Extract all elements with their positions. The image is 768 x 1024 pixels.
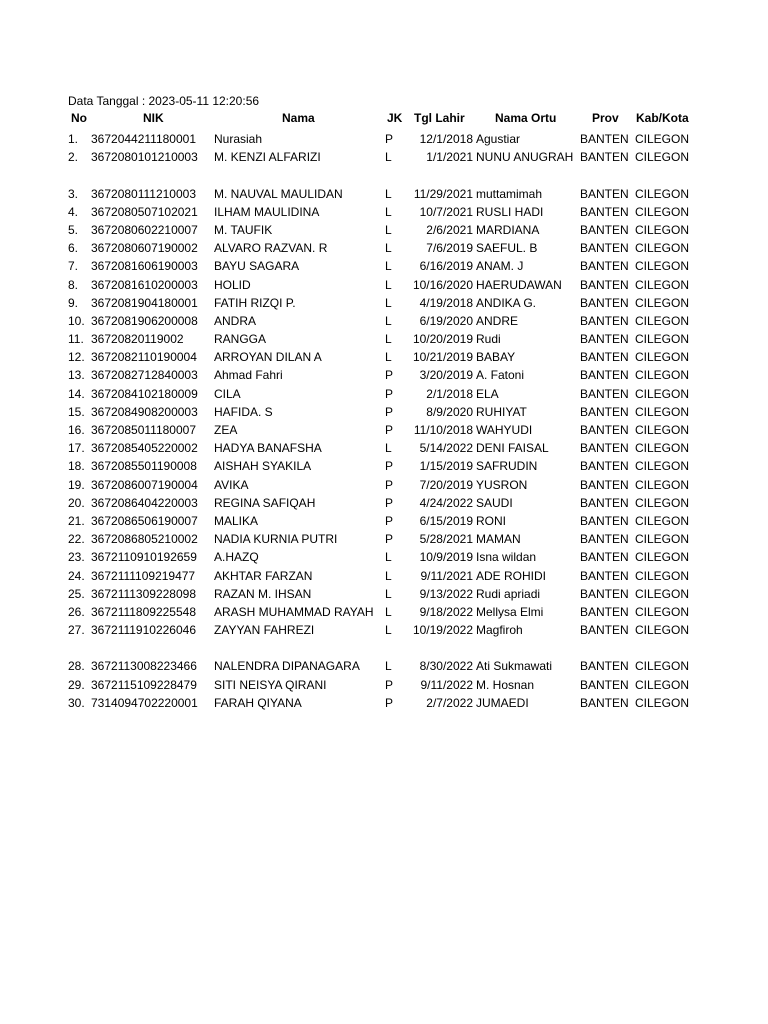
cell-jk: P [385,404,394,419]
cell-jk: P [385,677,394,692]
cell-no: 2. [68,150,79,165]
cell-tgl-lahir: 11/10/2018 [413,423,473,437]
cell-nama: RANGGA [214,332,267,347]
cell-kab-kota: CILEGON [635,204,690,219]
cell-nama-ortu: WAHYUDI [476,423,533,437]
cell-nik: 3672115109228479 [91,677,197,692]
cell-nama: NALENDRA DIPANAGARA [214,659,360,674]
cell-kab-kota: CILEGON [635,423,690,437]
table-row [0,203,768,221]
cell-kab-kota: CILEGON [635,441,690,456]
table-row [0,657,768,675]
cell-kab-kota: CILEGON [635,241,690,256]
table-row [0,567,768,585]
table-row [0,348,768,366]
cell-no: 26. [68,604,85,619]
cell-jk: P [385,368,394,383]
cell-jk: P [385,386,394,401]
cell-tgl-lahir: 8/30/2022 [419,659,473,674]
cell-prov: BANTEN [580,550,629,565]
cell-nik: 3672080607190002 [91,241,198,256]
cell-nik: 3672081906200008 [91,313,198,328]
cell-nama: RAZAN M. IHSAN [214,586,312,601]
cell-prov: BANTEN [580,513,629,528]
cell-tgl-lahir: 11/29/2021 [413,186,473,201]
table-row [0,312,768,330]
cell-kab-kota: CILEGON [635,623,690,638]
cell-nama-ortu: SAUDI [476,495,513,510]
cell-nama: M. KENZI ALFARIZI [214,150,321,165]
cell-nik: 3672111910226046 [91,623,196,638]
cell-nama-ortu: RONI [476,513,506,528]
cell-nik: 3672084102180009 [91,386,198,401]
cell-jk: P [385,132,394,146]
cell-no: 19. [68,477,85,492]
cell-nama-ortu: ANDRE [476,313,519,328]
cell-no: 8. [68,277,79,292]
cell-prov: BANTEN [580,659,629,674]
cell-nama-ortu: ADE ROHIDI [476,568,547,583]
cell-nik: 3672085501190008 [91,459,197,474]
cell-nama: Nurasiah [214,132,263,146]
cell-nama-ortu: muttamimah [476,186,543,201]
cell-nik: 3672080101210003 [91,150,198,165]
cell-prov: BANTEN [580,677,629,692]
table-row [0,694,768,712]
cell-kab-kota: CILEGON [635,386,690,401]
cell-no: 27. [68,623,85,638]
cell-prov: BANTEN [580,404,629,419]
cell-no: 24. [68,568,85,583]
cell-nama-ortu: Magfiroh [476,623,523,638]
cell-prov: BANTEN [580,568,629,583]
cell-jk: L [385,204,392,219]
cell-nama-ortu: Ati Sukmawati [476,659,553,674]
cell-nik: 3672080507102021 [91,204,198,219]
cell-tgl-lahir: 6/15/2019 [419,513,473,528]
cell-nama: MALIKA [214,513,259,528]
cell-jk: L [385,150,392,165]
cell-kab-kota: CILEGON [635,368,690,383]
cell-prov: BANTEN [580,277,629,292]
cell-jk: P [385,532,394,547]
header-tgl-lahir: Tgl Lahir [414,111,465,125]
cell-jk: P [385,513,394,528]
cell-prov: BANTEN [580,241,629,256]
cell-no: 28. [68,659,85,674]
cell-nama: AVIKA [214,477,249,492]
cell-nama-ortu: RUSLI HADI [476,204,544,219]
cell-tgl-lahir: 4/19/2018 [419,295,473,310]
cell-no: 11. [68,332,84,347]
cell-no: 30. [68,695,85,710]
cell-tgl-lahir: 1/1/2021 [426,150,473,165]
cell-no: 4. [68,204,79,219]
cell-kab-kota: CILEGON [635,586,690,601]
cell-nama: ILHAM MAULIDINA [214,204,320,219]
cell-jk: L [385,277,392,292]
cell-nik: 3672111809225548 [91,604,196,619]
cell-nama-ortu: MAMAN [476,532,521,547]
cell-tgl-lahir: 2/7/2022 [426,695,473,710]
cell-kab-kota: CILEGON [635,404,690,419]
cell-nik: 3672084908200003 [91,404,198,419]
cell-jk: L [385,313,392,328]
cell-jk: L [385,241,392,256]
header-jk: JK [387,111,403,125]
cell-tgl-lahir: 3/20/2019 [419,368,473,383]
cell-jk: L [385,441,392,456]
table-row [0,676,768,694]
cell-no: 10. [68,313,85,328]
cell-no: 25. [68,586,85,601]
cell-no: 14. [68,386,85,401]
header-nik: NIK [143,111,164,125]
header-prov: Prov [592,111,619,125]
header-nama-ortu: Nama Ortu [495,111,557,125]
cell-jk: P [385,423,394,437]
cell-nama: FATIH RIZQI P. [214,295,296,310]
cell-kab-kota: CILEGON [635,350,690,365]
cell-tgl-lahir: 10/20/2019 [412,332,473,347]
header-kab-kota: Kab/Kota [636,111,689,125]
cell-prov: BANTEN [580,623,629,638]
cell-nama: A.HAZQ [214,550,259,565]
cell-prov: BANTEN [580,332,629,347]
cell-no: 21. [68,513,85,528]
cell-jk: L [385,350,392,365]
cell-nik: 3672086805210002 [91,532,198,547]
cell-nama-ortu: A. Fatoni [476,368,525,383]
cell-nama: SITI NEISYA QIRANI [214,677,327,692]
cell-tgl-lahir: 9/13/2022 [419,586,473,601]
cell-kab-kota: CILEGON [635,550,690,565]
cell-tgl-lahir: 5/14/2022 [419,441,473,456]
cell-kab-kota: CILEGON [635,150,690,165]
cell-no: 3. [68,186,79,201]
table-row [0,603,768,621]
cell-nama-ortu: M. Hosnan [476,677,535,692]
cell-no: 7. [68,259,79,274]
cell-prov: BANTEN [580,495,629,510]
date-line: Data Tanggal : 2023-05-11 12:20:56 [68,94,260,108]
cell-nik: 3672080111210003 [91,186,196,201]
table-row [0,276,768,294]
cell-jk: L [385,295,392,310]
cell-kab-kota: CILEGON [635,222,690,237]
cell-tgl-lahir: 10/7/2021 [419,204,473,219]
cell-jk: P [385,459,394,474]
cell-tgl-lahir: 6/16/2019 [419,259,473,274]
cell-nik: 3672080602210007 [91,222,198,237]
cell-jk: L [385,568,392,583]
cell-nama: ARASH MUHAMMAD RAYAH [214,604,374,619]
cell-nama: Ahmad Fahri [214,368,283,383]
cell-tgl-lahir: 12/1/2018 [419,132,473,146]
cell-no: 12. [68,350,85,365]
cell-tgl-lahir: 6/19/2020 [419,313,473,328]
cell-nik: 36720820119002 [91,332,184,347]
cell-nama: ARROYAN DILAN A [214,350,322,365]
cell-no: 6. [68,241,79,256]
cell-nik: 7314094702220001 [91,695,198,710]
cell-prov: BANTEN [580,386,629,401]
cell-kab-kota: CILEGON [635,295,690,310]
cell-nik: 3672085405220002 [91,441,198,456]
cell-nik: 3672085011180007 [91,423,196,437]
table-row [0,148,768,166]
cell-jk: L [385,259,392,274]
cell-no: 1. [68,132,79,146]
cell-jk: P [385,695,394,710]
table-row [0,530,768,548]
cell-jk: L [385,623,392,638]
cell-nama: BAYU SAGARA [214,259,300,274]
cell-nama: FARAH QIYANA [214,695,302,710]
table-row [0,185,768,203]
table-row [0,330,768,348]
cell-nama: AISHAH SYAKILA [214,459,312,474]
cell-nik: 3672044211180001 [91,132,196,146]
table-row [0,585,768,603]
cell-tgl-lahir: 9/11/2022 [420,677,473,692]
cell-prov: BANTEN [580,186,629,201]
cell-nama-ortu: SAEFUL. B [476,241,538,256]
table-row [0,294,768,312]
cell-nama: HADYA BANAFSHA [214,441,322,456]
cell-nama: CILA [214,386,241,401]
cell-no: 16. [68,423,85,437]
cell-prov: BANTEN [580,295,629,310]
cell-tgl-lahir: 10/9/2019 [419,550,473,565]
cell-prov: BANTEN [580,150,629,165]
cell-nik: 3672111309228098 [91,586,196,601]
cell-nik: 3672081610200003 [91,277,198,292]
cell-no: 18. [68,459,85,474]
cell-tgl-lahir: 7/6/2019 [426,241,473,256]
cell-nama: ANDRA [214,313,257,328]
cell-kab-kota: CILEGON [635,277,690,292]
cell-kab-kota: CILEGON [635,695,690,710]
cell-jk: L [385,550,392,565]
table-row [0,366,768,384]
cell-jk: L [385,586,392,601]
cell-tgl-lahir: 10/21/2019 [412,350,473,365]
table-row [0,476,768,494]
cell-prov: BANTEN [580,259,629,274]
header-no: No [71,111,87,125]
table-row [0,439,768,457]
cell-jk: P [385,495,394,510]
table-row [0,239,768,257]
table-row [0,512,768,530]
cell-nama-ortu: ANAM. J [476,259,524,274]
cell-nama: HOLID [214,277,251,292]
cell-tgl-lahir: 9/11/2021 [420,568,473,583]
table-row [0,421,768,439]
cell-nama-ortu: SAFRUDIN [476,459,538,474]
cell-kab-kota: CILEGON [635,532,690,547]
table-row [0,257,768,275]
cell-kab-kota: CILEGON [635,186,690,201]
cell-kab-kota: CILEGON [635,568,690,583]
cell-nama-ortu: JUMAEDI [476,695,529,710]
cell-nama: ZAYYAN FAHREZI [214,623,315,638]
cell-nik: 3672082712840003 [91,368,198,383]
cell-nik: 3672111109219477 [91,568,196,583]
cell-nama-ortu: HAERUDAWAN [476,277,562,292]
cell-tgl-lahir: 1/15/2019 [419,459,473,474]
table-row [0,621,768,639]
cell-no: 5. [68,222,79,237]
cell-nama-ortu: Mellysa Elmi [476,604,544,619]
cell-nama-ortu: ANDIKA G. [476,295,537,310]
cell-nama: M. NAUVAL MAULIDAN [214,186,343,201]
cell-prov: BANTEN [580,604,629,619]
cell-nama-ortu: MARDIANA [476,222,540,237]
cell-prov: BANTEN [580,204,629,219]
cell-kab-kota: CILEGON [635,459,690,474]
table-row [0,221,768,239]
cell-tgl-lahir: 10/19/2022 [412,623,473,638]
cell-nama: ALVARO RAZVAN. R [214,241,328,256]
cell-prov: BANTEN [580,222,629,237]
cell-nama: M. TAUFIK [214,222,273,237]
cell-prov: BANTEN [580,532,629,547]
cell-tgl-lahir: 5/28/2021 [419,532,473,547]
cell-no: 23. [68,550,85,565]
cell-kab-kota: CILEGON [635,132,690,146]
cell-tgl-lahir: 10/16/2020 [412,277,473,292]
cell-nama: AKHTAR FARZAN [214,568,313,583]
cell-tgl-lahir: 4/24/2022 [419,495,473,510]
cell-nama-ortu: RUHIYAT [476,404,527,419]
cell-nama-ortu: BABAY [476,350,516,365]
cell-kab-kota: CILEGON [635,513,690,528]
cell-nama-ortu: YUSRON [476,477,528,492]
cell-nik: 3672086404220003 [91,495,198,510]
cell-nama: REGINA SAFIQAH [214,495,316,510]
cell-kab-kota: CILEGON [635,477,690,492]
cell-jk: L [385,222,392,237]
cell-nik: 3672081606190003 [91,259,198,274]
cell-tgl-lahir: 2/6/2021 [426,222,473,237]
cell-no: 22. [68,532,85,547]
cell-prov: BANTEN [580,350,629,365]
cell-kab-kota: CILEGON [635,604,690,619]
cell-prov: BANTEN [580,368,629,383]
cell-prov: BANTEN [580,441,629,456]
cell-kab-kota: CILEGON [635,332,690,347]
cell-no: 15. [68,404,85,419]
table-row [0,494,768,512]
cell-no: 29. [68,677,85,692]
cell-nama-ortu: Rudi [476,332,501,347]
cell-no: 17. [68,441,85,456]
cell-prov: BANTEN [580,586,629,601]
table-body [0,130,768,712]
cell-prov: BANTEN [580,132,629,146]
cell-no: 9. [68,295,79,310]
cell-nama-ortu: Isna wildan [476,550,537,565]
cell-nama-ortu: Agustiar [476,132,521,146]
table-row [0,403,768,421]
cell-jk: L [385,186,392,201]
cell-jk: L [385,332,392,347]
cell-tgl-lahir: 8/9/2020 [426,404,473,419]
cell-kab-kota: CILEGON [635,313,690,328]
cell-nama-ortu: Rudi apriadi [476,586,541,601]
cell-kab-kota: CILEGON [635,259,690,274]
cell-jk: L [385,604,392,619]
cell-prov: BANTEN [580,695,629,710]
cell-tgl-lahir: 2/1/2018 [426,386,473,401]
cell-kab-kota: CILEGON [635,495,690,510]
cell-prov: BANTEN [580,423,629,437]
cell-nik: 3672086506190007 [91,513,198,528]
table-row [0,548,768,566]
cell-no: 13. [68,368,85,383]
cell-nama: ZEA [214,423,238,437]
cell-nik: 3672113008223466 [91,659,197,674]
cell-jk: P [385,477,394,492]
header-nama: Nama [282,111,315,125]
cell-nama-ortu: DENI FAISAL [476,441,549,456]
cell-prov: BANTEN [580,477,629,492]
cell-jk: L [385,659,392,674]
cell-tgl-lahir: 9/18/2022 [419,604,473,619]
cell-nama-ortu: ELA [476,386,499,401]
cell-tgl-lahir: 7/20/2019 [419,477,473,492]
cell-nama-ortu: NUNU ANUGRAH [476,150,574,165]
cell-nik: 3672110910192659 [91,550,197,565]
cell-no: 20. [68,495,85,510]
cell-prov: BANTEN [580,459,629,474]
table-row [0,457,768,475]
table-row [0,130,768,148]
cell-nik: 3672081904180001 [91,295,198,310]
cell-kab-kota: CILEGON [635,677,690,692]
cell-nik: 3672082110190004 [91,350,197,365]
cell-kab-kota: CILEGON [635,659,690,674]
table-row [0,385,768,403]
cell-nama: NADIA KURNIA PUTRI [214,532,338,547]
cell-nama: HAFIDA. S [214,404,273,419]
cell-nik: 3672086007190004 [91,477,198,492]
cell-prov: BANTEN [580,313,629,328]
